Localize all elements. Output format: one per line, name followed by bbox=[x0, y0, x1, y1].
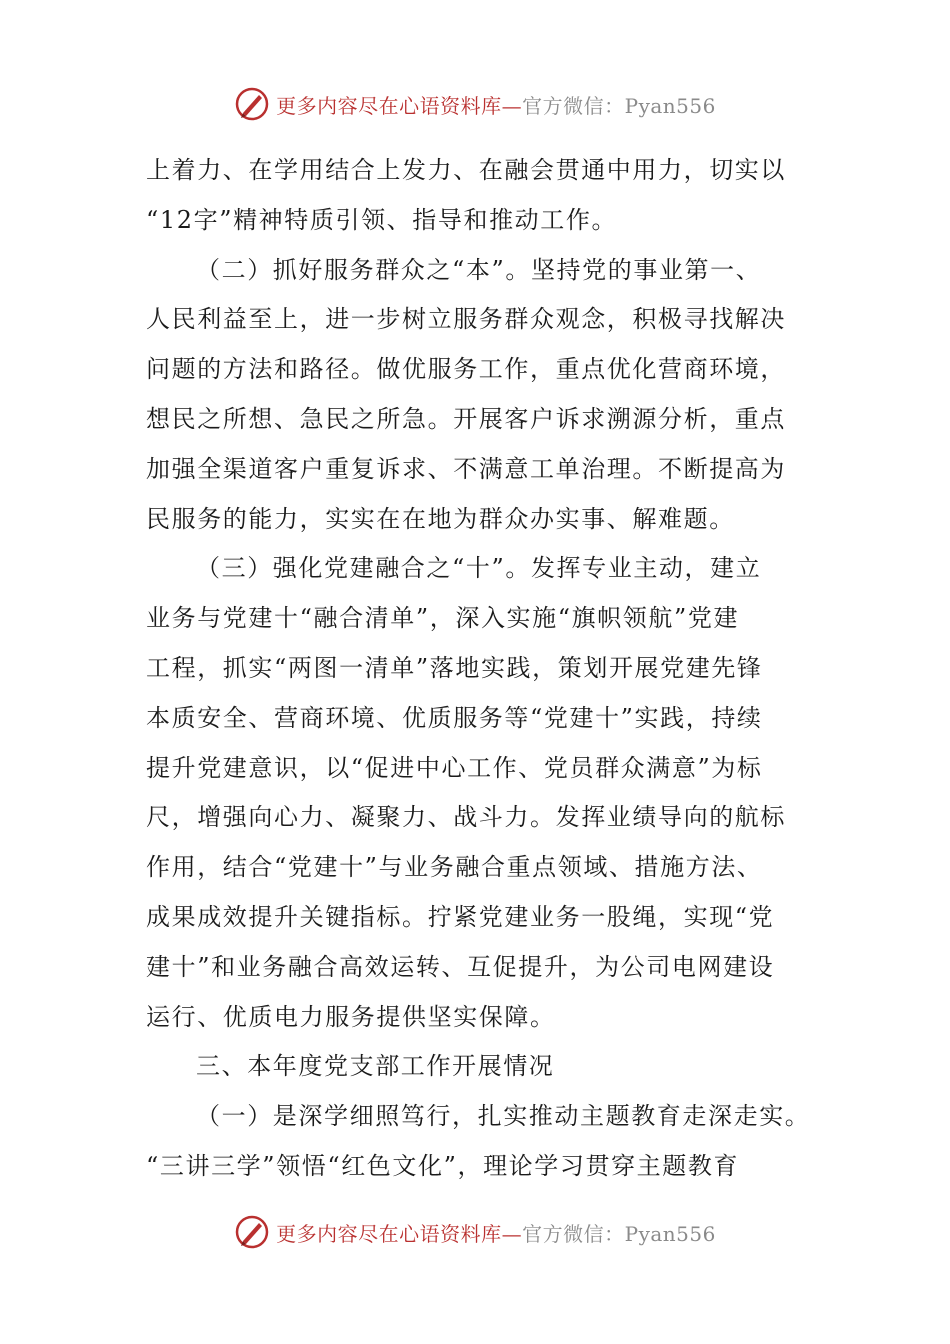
text-line: 民服务的能力，实实在在地为群众办实事、解难题。 bbox=[146, 504, 735, 533]
text-line: （三）强化党建融合之“十”。发挥专业主动，建立 bbox=[196, 554, 762, 583]
text-line: “三讲三学”领悟“红色文化”，理论学习贯穿主题教育 bbox=[146, 1151, 740, 1180]
text-line: （二）抓好服务群众之“本”。坚持党的事业第一、 bbox=[196, 255, 762, 284]
pen-logo-icon bbox=[234, 86, 270, 122]
text-line: 本质安全、营商环境、优质服务等“党建十”实践，持续 bbox=[146, 703, 763, 732]
banner-slogan: 更多内容尽在心语资料库— bbox=[276, 93, 523, 118]
banner-slogan: 更多内容尽在心语资料库— bbox=[276, 1221, 523, 1246]
text-line: 加强全渠道客户重复诉求、不满意工单治理。不断提高为 bbox=[146, 454, 786, 483]
banner-text bbox=[276, 90, 716, 119]
text-line: （一）是深学细照笃行，扎实推动主题教育走深走实。 bbox=[196, 1102, 811, 1131]
text-line: 作用，结合“党建十”与业务融合重点领域、措施方法、 bbox=[146, 853, 763, 882]
text-line: 业务与党建十“融合清单”，深入实施“旗帜领航”党建 bbox=[146, 604, 740, 633]
text-line: 运行、优质电力服务提供坚实保障。 bbox=[146, 1002, 556, 1031]
header-watermark-banner bbox=[0, 84, 950, 124]
text-line: 尺，增强向心力、凝聚力、战斗力。发挥业绩导向的航标 bbox=[146, 803, 786, 832]
document-body bbox=[146, 146, 811, 1192]
text-line: 建十”和业务融合高效运转、互促提升，为公司电网建设 bbox=[146, 952, 775, 981]
text-line: 提升党建意识，以“促进中心工作、党员群众满意”为标 bbox=[146, 753, 763, 782]
text-line: 成果成效提升关键指标。拧紧党建业务一股绳，实现“党 bbox=[146, 902, 775, 931]
text-line: 问题的方法和路径。做优服务工作，重点优化营商环境， bbox=[146, 355, 786, 384]
text-line: 三、本年度党支部工作开展情况 bbox=[196, 1052, 555, 1081]
text-line: 上着力、在学用结合上发力、在融会贯通中用力，切实以 bbox=[146, 156, 786, 184]
text-line: “12字”精神特质引领、指导和推动工作。 bbox=[146, 205, 618, 234]
text-line: 想民之所想、急民之所急。开展客户诉求溯源分析，重点 bbox=[146, 404, 786, 433]
text-line: 工程，抓实“两图一清单”落地实践，策划开展党建先锋 bbox=[146, 653, 763, 682]
banner-text bbox=[276, 1218, 716, 1247]
banner-wechat: 官方微信：Pyan556 bbox=[522, 1221, 716, 1246]
text-line: 人民利益至上，进一步树立服务群众观念，积极寻找解决 bbox=[146, 305, 786, 334]
footer-watermark-banner bbox=[0, 1212, 950, 1252]
banner-wechat: 官方微信：Pyan556 bbox=[522, 93, 716, 118]
pen-logo-icon bbox=[234, 1214, 270, 1250]
